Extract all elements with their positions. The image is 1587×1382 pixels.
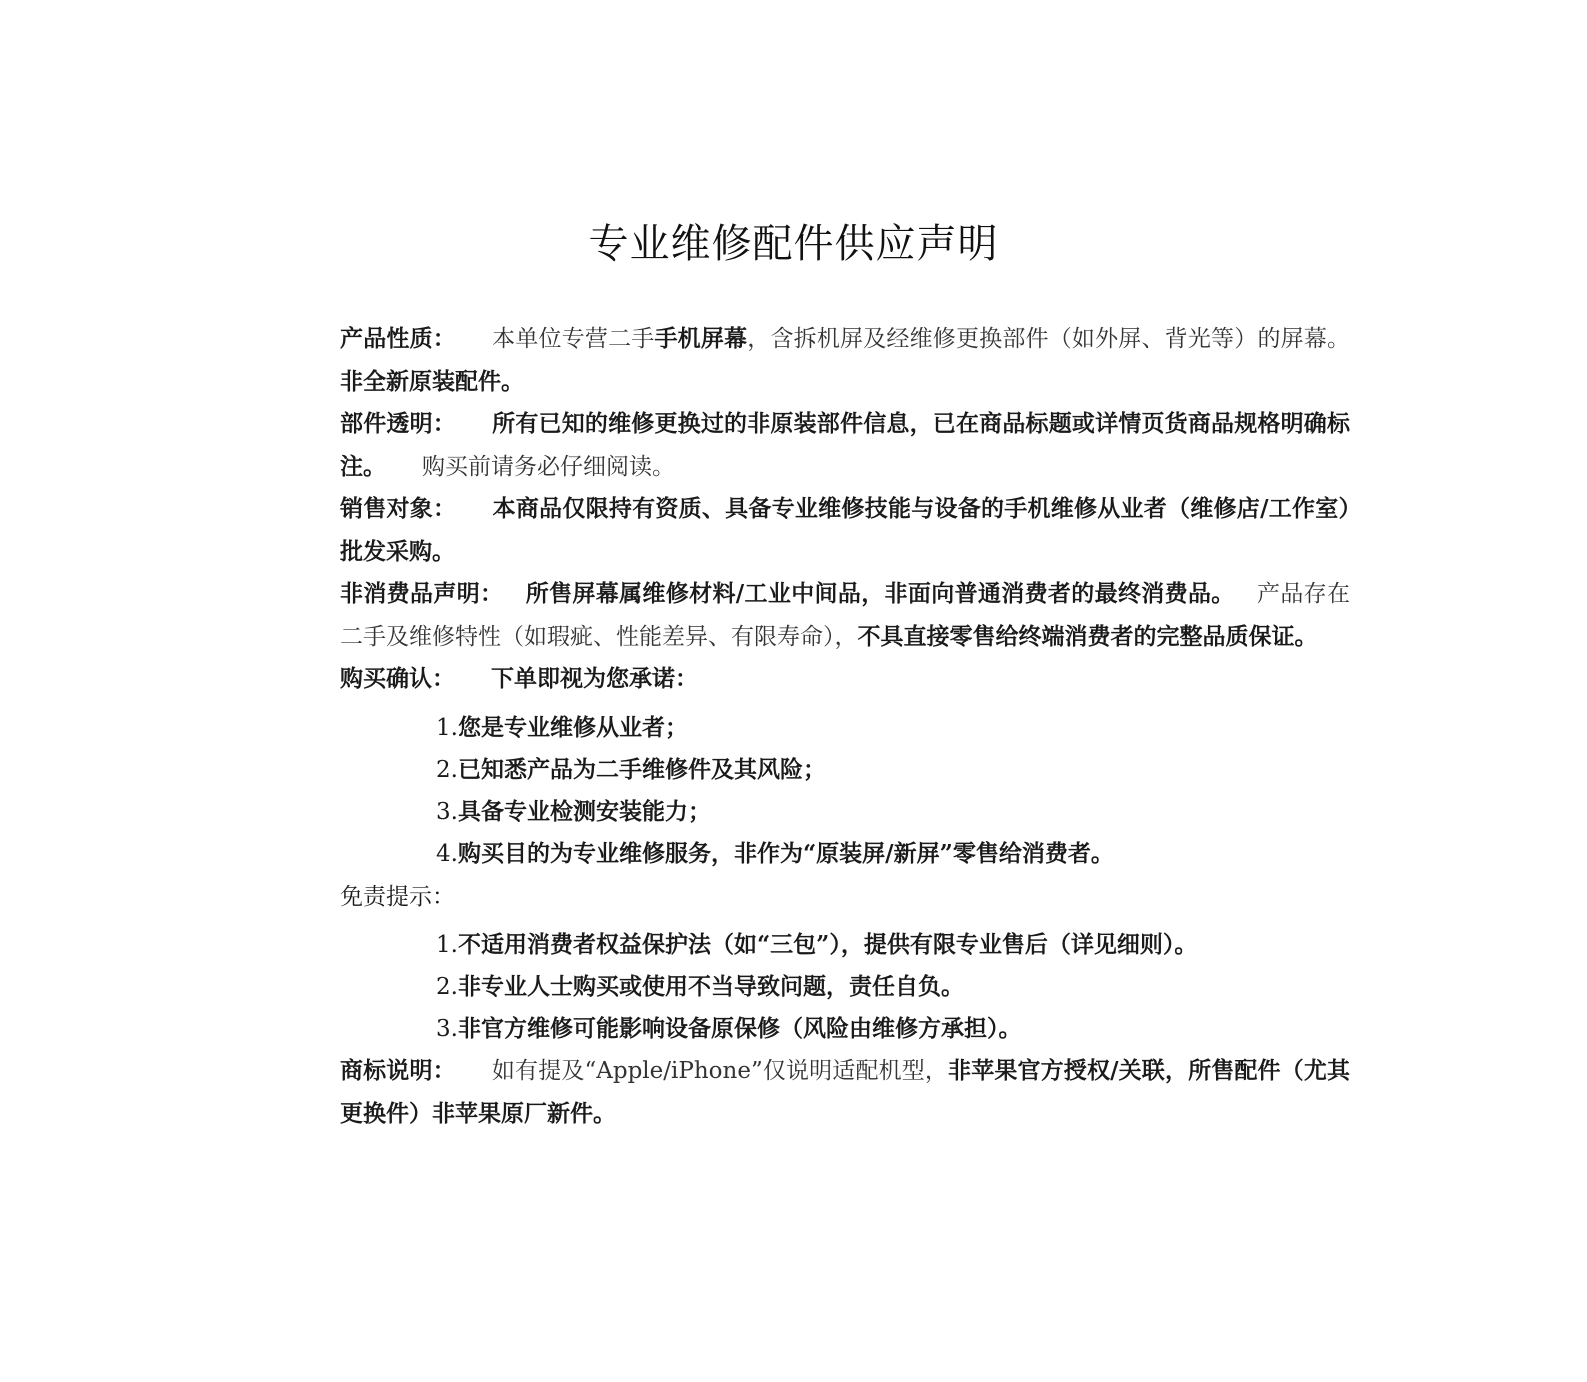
section-text-bold: 所有已知的维修更换过的非原装部件信息，已在商品标题或详情页货商品规格明确标注。 xyxy=(340,410,1351,480)
section-text-bold: 非苹果官方授权/关联，所售配件（尤其更换件）非苹果原厂新件。 xyxy=(340,1057,1350,1127)
section-label: 非消费品声明： xyxy=(340,580,504,607)
purchase-commitment-list xyxy=(340,707,1350,875)
section-label: 商标说明： xyxy=(340,1057,456,1084)
disclaimer-list xyxy=(340,924,1350,1050)
section-text: 购买前请务必仔细阅读。 xyxy=(422,453,675,480)
section-text-bold: 手机屏幕 xyxy=(654,325,748,352)
section-non-consumer xyxy=(340,573,1350,658)
section-text-bold: 所售屏幕属维修材料/工业中间品，非面向普通消费者的最终消费品。 xyxy=(525,580,1235,607)
section-label: 免责提示： xyxy=(340,883,455,910)
section-product-nature xyxy=(340,318,1350,403)
section-text: 本单位专营二手 xyxy=(491,326,655,352)
section-disclaimer xyxy=(340,877,1350,919)
statement-body xyxy=(340,318,1350,1135)
section-label: 销售对象： xyxy=(340,495,457,522)
list-item: 2.已知悉产品为二手维修件及其风险； xyxy=(436,755,826,783)
section-text-bold: 下单即视为您承诺： xyxy=(491,665,698,692)
section-text: 如有提及“Apple/iPhone”仅说明适配机型， xyxy=(491,1058,949,1084)
list-item: 4.购买目的为专业维修服务，非作为“原装屏/新屏”零售给消费者。 xyxy=(436,839,1114,867)
list-item: 2.非专业人士购买或使用不当导致问题，责任自负。 xyxy=(436,973,964,1000)
section-text-bold: 不具直接零售给终端消费者的完整品质保证。 xyxy=(857,622,1318,650)
section-part-transparency xyxy=(340,403,1350,488)
section-trademark xyxy=(340,1050,1350,1135)
list-item: 3.非官方维修可能影响设备原保修（风险由维修方承担）。 xyxy=(436,1015,1022,1042)
section-text-bold: 非全新原装配件。 xyxy=(340,367,524,395)
section-label: 购买确认： xyxy=(340,665,455,692)
section-text: ，含拆机屏及经维修更换部件（如外屏、背光等）的屏幕。 xyxy=(747,326,1351,352)
section-text-bold: 本商品仅限持有资质、具备专业维修技能与设备的手机维修从业者（维修店/工作室）批发采购。 xyxy=(340,495,1351,565)
page-title: 专业维修配件供应声明 xyxy=(588,221,999,267)
list-item: 1.不适用消费者权益保护法（如“三包”），提供有限专业售后（详见细则）。 xyxy=(436,931,1198,958)
section-text: 产品存在二手及维修特性（如瑕疵、性能差异、有限寿命）， xyxy=(340,581,1351,650)
section-label: 产品性质： xyxy=(340,325,456,352)
list-item: 1.您是专业维修从业者； xyxy=(436,713,688,741)
section-purchase-confirm xyxy=(340,658,1350,701)
section-label: 部件透明： xyxy=(340,410,456,437)
section-sales-target xyxy=(340,488,1350,573)
list-item: 3.具备专业检测安装能力； xyxy=(436,797,711,825)
